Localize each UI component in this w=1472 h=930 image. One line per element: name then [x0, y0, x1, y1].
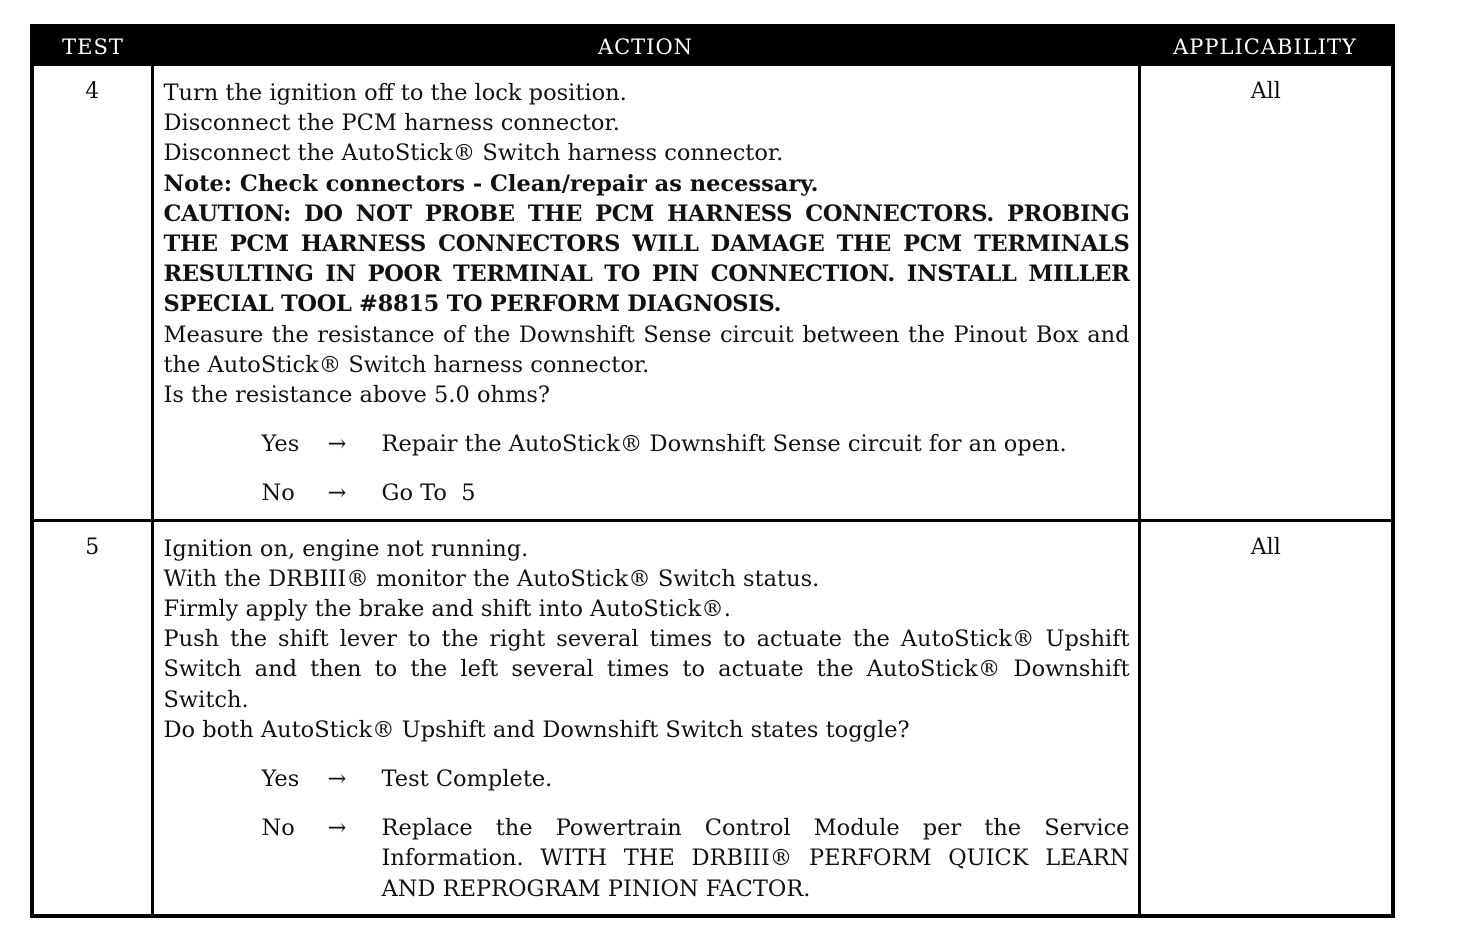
table-row [32, 520, 1393, 916]
question-text: Is the resistance above 5.0 ohms? [163, 382, 550, 409]
arrow-icon: → [327, 815, 347, 842]
header-test: TEST [32, 26, 152, 66]
arrow-icon: → [327, 431, 347, 458]
note-text: Note: Check connectors - Clean/repair as necessary. [163, 170, 819, 197]
header-applicability: APPLICABILITY [1139, 26, 1393, 66]
action-step: With the DRBIII® monitor the AutoStick® Switch status. [163, 565, 820, 592]
no-label: No [261, 815, 295, 842]
applicability-cell: All [1139, 66, 1393, 520]
question-text: Do both AutoStick® Upshift and Downshift Switch states toggle? [163, 716, 910, 743]
no-result [164, 478, 1130, 508]
yes-result [164, 764, 1130, 794]
no-text: Go To 5 [381, 480, 476, 507]
yes-label: Yes [261, 431, 300, 458]
table-row [32, 66, 1393, 520]
action-step: Turn the ignition off to the lock position. [163, 80, 627, 106]
yes-result [164, 429, 1130, 459]
diagnostic-table [30, 24, 1395, 918]
yes-label: Yes [261, 766, 300, 793]
action-step: Disconnect the AutoStick® Switch harness connector. [163, 140, 784, 167]
arrow-icon: → [327, 766, 347, 793]
applicability-cell: All [1139, 520, 1393, 916]
action-step: Push the shift lever to the right several times to actuate the AutoStick® Upshift Switch and then to the left several times to actuate the AutoStick® Downshift Switch. [163, 626, 1130, 713]
table-header [32, 26, 1393, 66]
action-step: Ignition on, engine not running. [163, 535, 529, 562]
yes-text: Test Complete. [381, 766, 553, 793]
action-step: Firmly apply the brake and shift into AutoStick®. [163, 596, 731, 623]
no-text: Replace the Powertrain Control Module per the Service Information. WITH THE DRBIII® PERFORM QUICK LEARN AND REPROGRAM PINION FACTOR. [381, 815, 1130, 902]
caution-text: CAUTION: DO NOT PROBE THE PCM HARNESS CONNECTORS. PROBING THE PCM HARNESS CONNECTORS WILL DAMAGE THE PCM TERMINALS RESULTING IN POOR TERMINAL TO PIN CONNECTION. INSTALL MILLER SPECIAL TOOL #8815 TO PERFORM DIAGNOSIS. [163, 200, 1130, 318]
action-cell [152, 66, 1139, 520]
action-step: Measure the resistance of the Downshift Sense circuit between the Pinout Box and the AutoStick® Switch harness connector. [163, 321, 1130, 378]
no-result [164, 813, 1130, 904]
action-step: Disconnect the PCM harness connector. [163, 110, 620, 137]
test-number: 4 [85, 79, 100, 104]
yes-text: Repair the AutoStick® Downshift Sense circuit for an open. [381, 431, 1067, 458]
arrow-icon: → [327, 480, 347, 507]
header-action: ACTION [152, 26, 1139, 66]
action-cell [152, 520, 1139, 916]
no-label: No [261, 480, 295, 507]
test-number: 5 [32, 520, 152, 916]
